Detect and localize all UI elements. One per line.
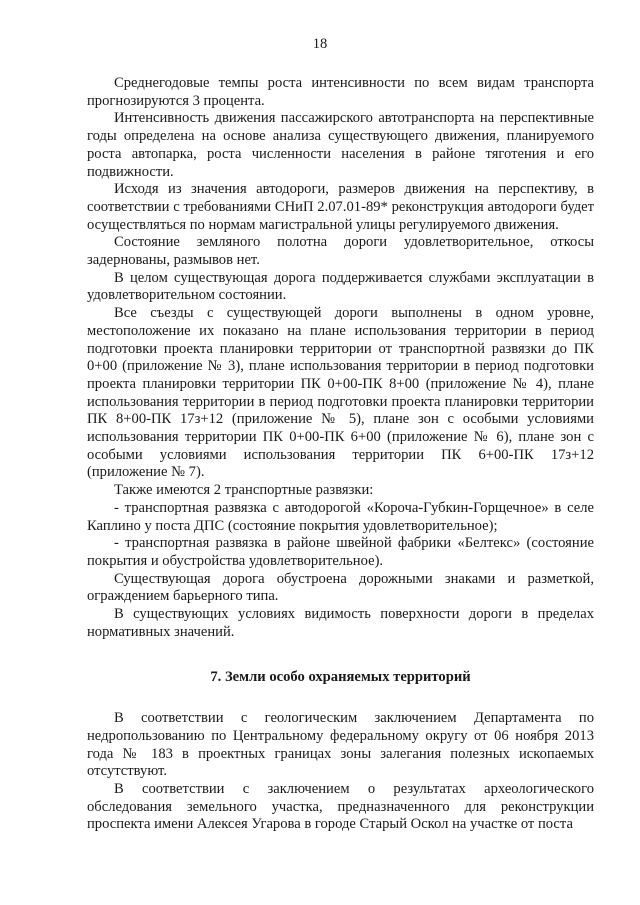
paragraph: В существующих условиях видимость поверхности дороги в пределах нормативных значений. — [87, 606, 594, 640]
page-number: 18 — [312, 36, 328, 52]
paragraph: Также имеются 2 транспортные развязки: — [114, 482, 374, 499]
document-body — [87, 75, 594, 834]
paragraph: Среднегодовые темпы роста интенсивности по всем видам транспорта прогнозируются 3 процента. — [87, 75, 594, 109]
list-item: - транспортная развязка в районе швейной фабрики «Белтекс» (состояние покрытия и обустройства удовлетворительное). — [87, 535, 594, 569]
paragraph: Исходя из значения автодороги, размеров движения на перспективу, в соответствии с требованиями СНиП 2.07.01-89* реконструкция автодороги будет осуществляться по нормам магистральной улицы регулируемого движения. — [87, 181, 594, 233]
section-heading: 7. Земли особо охраняемых территорий — [210, 668, 471, 685]
paragraph: Все съезды с существующей дороги выполнены в одном уровне, местоположение их показано на плане использования территории в период подготовки проекта планировки территории от транспортной развязки до ПК 0+00 (приложение № 3), плане использования территории в период подготовки проекта планировки территории ПК 0+00-ПК 8+00 (приложение № 4), плане использования территории в период подготовки проекта планировки территории ПК 8+00-ПК 17з+12 (приложение № 5), плане зон с особыми условиями использования территории ПК 0+00-ПК 6+00 (приложение № 6), плане зон с особыми условиями использования территории ПК 6+00-ПК 17з+12 (приложение № 7). — [87, 305, 594, 481]
paragraph: Существующая дорога обустроена дорожными знаками и разметкой, ограждением барьерного типа. — [87, 570, 594, 605]
paragraph: Состояние земляного полотна дороги удовлетворительное, откосы задернованы, размывов нет. — [87, 234, 594, 269]
list-item: - транспортная развязка с автодорогой «Короча-Губкин-Горщечное» в селе Каплино у поста ДПС (состояние покрытия удовлетворительное); — [87, 499, 594, 534]
paragraph: В соответствии с заключением о результатах археологического обследования земельного участка, предназначенного для реконструкции проспекта имени Алексея Угарова в городе Старый Оскол на участке от поста — [87, 781, 594, 833]
paragraph: В соответствии с геологическим заключением Департамента по недропользованию по Центральному федеральному округу от 06 ноября 2013 года № 183 в проектных границах зоны залегания полезных ископаемых отсутствуют. — [87, 710, 594, 780]
paragraph: В целом существующая дорога поддерживается службами эксплуатации в удовлетворительном состоянии. — [87, 269, 594, 304]
paragraph: Интенсивность движения пассажирского автотранспорта на перспективные годы определена на основе анализа существующего движения, планируемого роста автопарка, роста численности населения в районе тяготения и его подвижности. — [87, 110, 594, 180]
